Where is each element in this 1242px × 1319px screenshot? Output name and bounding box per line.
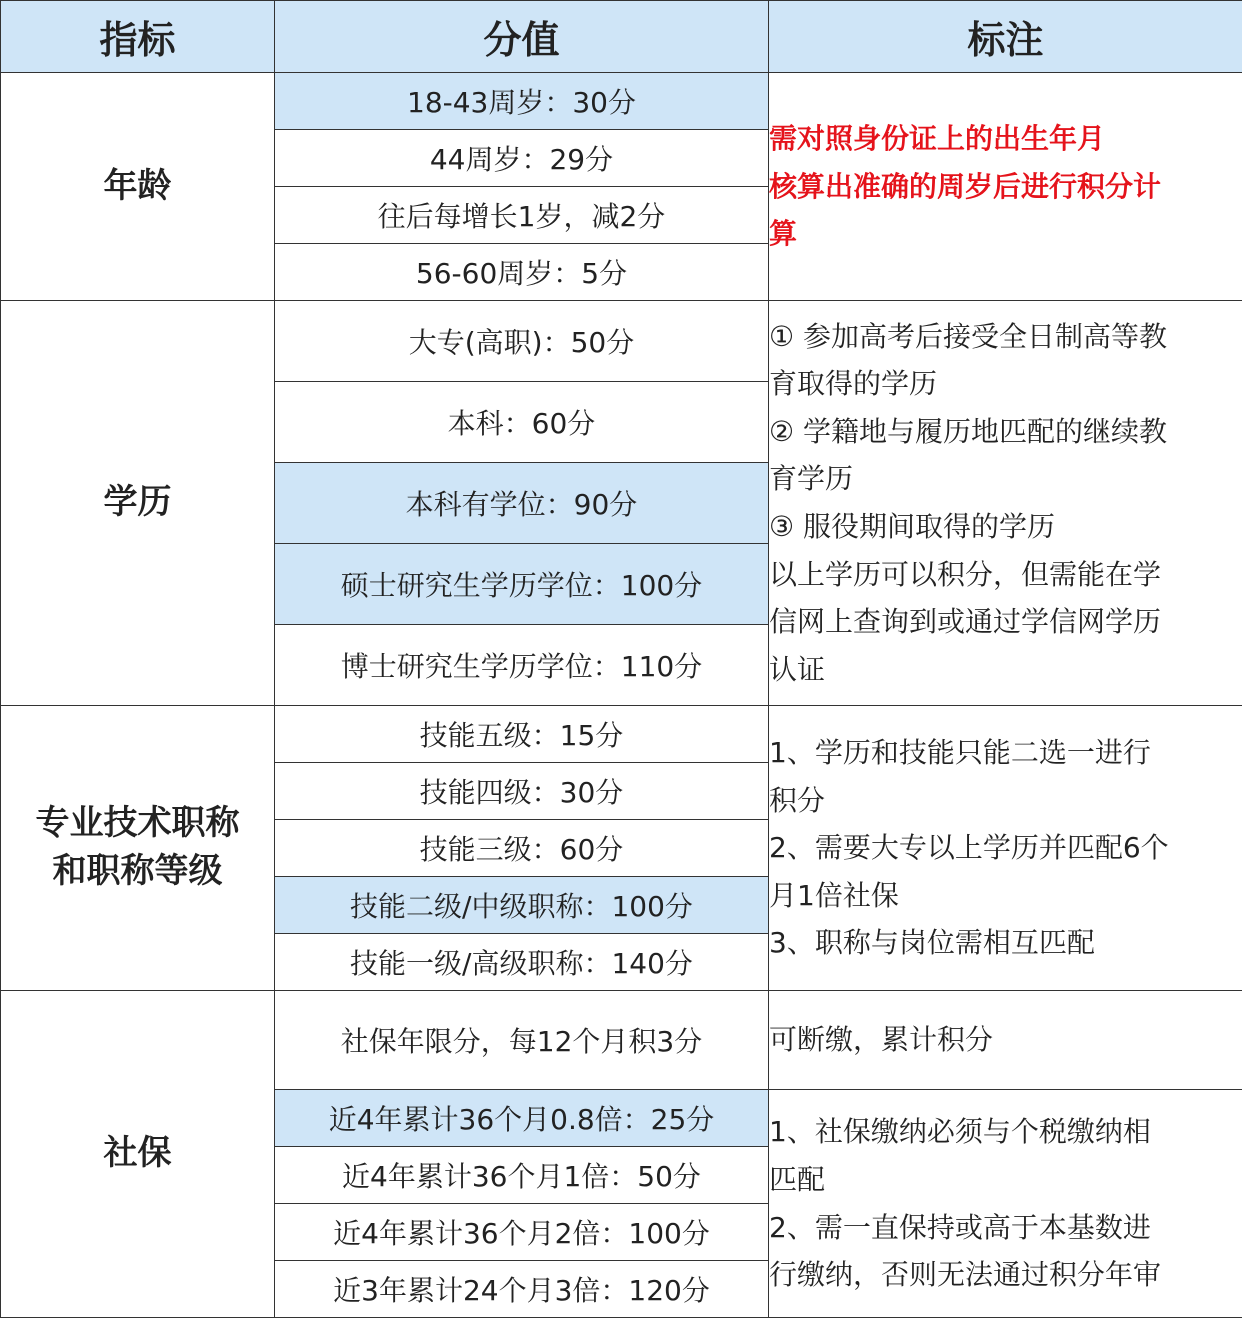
note-line: 3、职称与岗位需相互匹配 xyxy=(769,926,1095,960)
note-line: 算 xyxy=(769,217,798,251)
note-line: 月1倍社保 xyxy=(769,878,899,912)
score-cell: 44周岁：29分 xyxy=(275,130,769,187)
score-cell: 社保年限分，每12个月积3分 xyxy=(275,991,769,1090)
table-row xyxy=(1,301,1242,382)
note-line: 匹配 xyxy=(769,1162,826,1196)
note-line: ② 学籍地与履历地匹配的继续教 xyxy=(769,414,1168,448)
score-cell: 近4年累计36个月0.8倍：25分 xyxy=(275,1090,769,1147)
table-row xyxy=(1,991,1242,1090)
header-row xyxy=(1,1,1242,73)
score-cell: 技能二级/中级职称：100分 xyxy=(275,877,769,934)
score-cell: 近3年累计24个月3倍：120分 xyxy=(275,1261,769,1318)
score-cell: 技能三级：60分 xyxy=(275,820,769,877)
score-cell: 技能四级：30分 xyxy=(275,763,769,820)
category-skill-line: 专业技术职称 xyxy=(35,803,240,844)
note-line: 以上学历可以积分，但需能在学 xyxy=(769,557,1162,591)
note-social-years: 可断缴，累计积分 xyxy=(769,991,1242,1090)
note-age xyxy=(769,73,1242,301)
score-cell: 近4年累计36个月1倍：50分 xyxy=(275,1147,769,1204)
note-line: 1、社保缴纳必须与个税缴纳相 xyxy=(769,1115,1151,1149)
note-line: 核算出准确的周岁后进行积分计 xyxy=(769,169,1162,203)
score-cell: 近4年累计36个月2倍：100分 xyxy=(275,1204,769,1261)
note-education xyxy=(769,301,1242,706)
category-age: 年龄 xyxy=(1,73,275,301)
score-cell: 56-60周岁：5分 xyxy=(275,244,769,301)
note-line: 需对照身份证上的出生年月 xyxy=(769,122,1106,156)
header-note: 标注 xyxy=(769,1,1242,73)
note-line: 育取得的学历 xyxy=(769,367,938,401)
table-row xyxy=(1,706,1242,763)
score-cell: 硕士研究生学历学位：100分 xyxy=(275,544,769,625)
category-education: 学历 xyxy=(1,301,275,706)
score-cell: 技能一级/高级职称：140分 xyxy=(275,934,769,991)
note-line: 育学历 xyxy=(769,462,854,496)
score-cell: 大专(高职)：50分 xyxy=(275,301,769,382)
category-skill xyxy=(1,706,275,991)
note-line: 行缴纳，否则无法通过积分年审 xyxy=(769,1258,1162,1292)
note-line: ① 参加高考后接受全日制高等教 xyxy=(769,319,1168,353)
note-line: 认证 xyxy=(769,652,826,686)
score-cell: 技能五级：15分 xyxy=(275,706,769,763)
score-cell: 18-43周岁：30分 xyxy=(275,73,769,130)
note-line: 积分 xyxy=(769,783,826,817)
note-line: 1、学历和技能只能二选一进行 xyxy=(769,736,1151,770)
category-skill-line: 和职称等级 xyxy=(52,851,223,891)
note-line: 信网上查询到或通过学信网学历 xyxy=(769,605,1162,639)
header-indicator: 指标 xyxy=(1,1,275,73)
table-row xyxy=(1,73,1242,130)
note-line: ③ 服役期间取得的学历 xyxy=(769,510,1056,543)
note-line: 2、需一直保持或高于本基数进 xyxy=(769,1210,1151,1244)
score-cell: 博士研究生学历学位：110分 xyxy=(275,625,769,706)
score-cell: 本科：60分 xyxy=(275,382,769,463)
score-cell: 往后每增长1岁，减2分 xyxy=(275,187,769,244)
score-cell: 本科有学位：90分 xyxy=(275,463,769,544)
note-social xyxy=(769,1090,1242,1318)
header-score: 分值 xyxy=(275,1,769,73)
category-social: 社保 xyxy=(1,991,275,1318)
note-skill xyxy=(769,706,1242,991)
note-line: 2、需要大专以上学历并匹配6个 xyxy=(769,831,1169,865)
